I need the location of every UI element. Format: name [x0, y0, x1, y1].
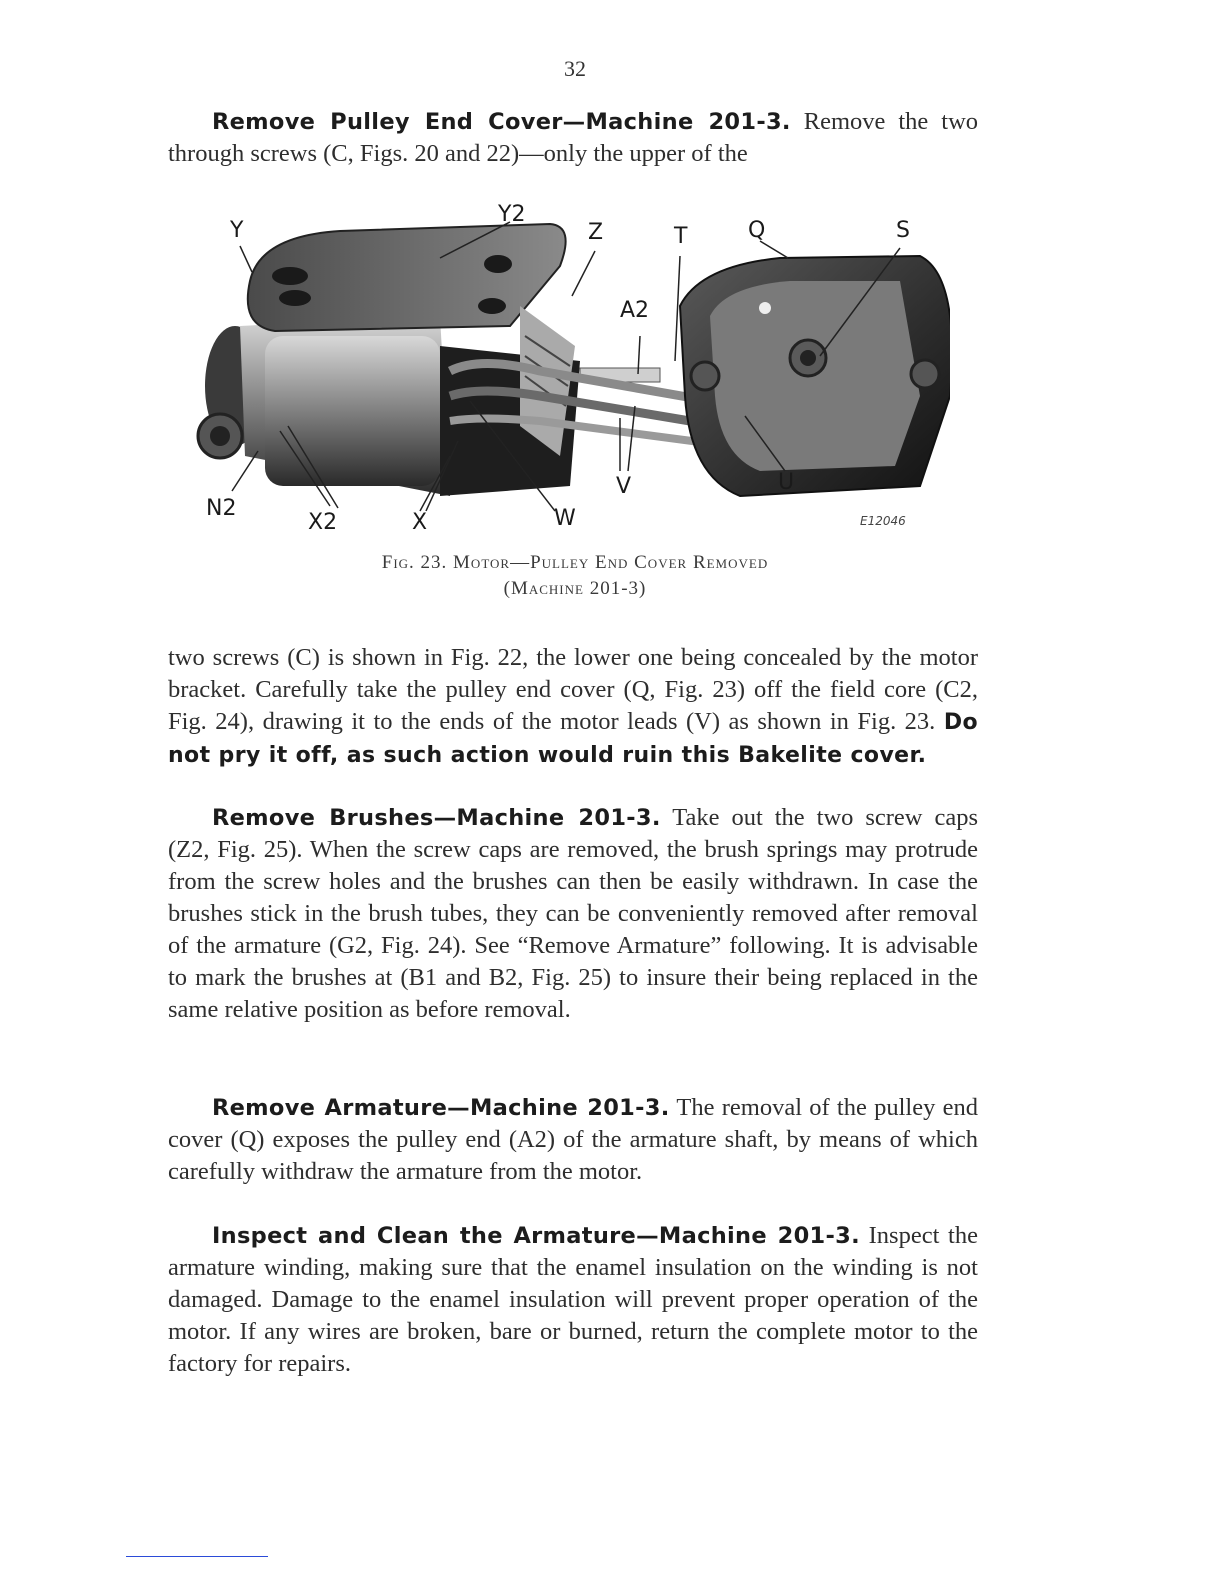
section-remove-brushes: [168, 802, 978, 1026]
label-x: X: [412, 510, 428, 535]
section-body-text: Remove the two through screws (C, Figs. 20 and 22)—only the upper of the: [168, 108, 979, 167]
plate-number: E12046: [860, 514, 906, 528]
label-x2: X2: [308, 510, 338, 535]
label-t: T: [674, 224, 688, 249]
label-a2: A2: [620, 298, 650, 323]
footnote-rule: [126, 1556, 268, 1557]
motor-photo-illustration: [180, 196, 950, 536]
motor-figure: [180, 196, 950, 536]
section-body-text: The removal of the pulley end cover (Q) exposes the pulley end (A2) of the armature shaft, by means of which carefully withdraw the armature from the motor.: [168, 1094, 978, 1185]
label-q: Q: [748, 218, 766, 243]
section-body-text: Inspect the armature winding, making sure that the enamel insulation on the winding is not damaged. Damage to the enamel insulation will prevent proper operation of the motor. If any wires are broken, bare or burned, return the complete motor to the factory for repairs.: [168, 1222, 978, 1377]
label-s: S: [896, 218, 910, 243]
section-pulley-cover-continued: [168, 642, 978, 772]
section-remove-armature: [168, 1092, 978, 1188]
page-number: 32: [564, 56, 586, 81]
label-y: Y: [230, 218, 244, 243]
warning-note: Do not pry it off, as such action would ruin this Bakelite cover.: [168, 710, 978, 768]
section-heading-inspect-armature: Inspect and Clean the Armature—Machine 201-3.: [212, 1223, 860, 1249]
section-heading-remove-brushes: Remove Brushes—Machine 201-3.: [212, 805, 661, 831]
label-z: Z: [588, 220, 604, 245]
section-body-text: Take out the two screw caps (Z2, Fig. 25). When the screw caps are removed, the brush springs may protrude from the screw holes and the brushes can then be easily withdrawn. In case the brushes stick in the brush tubes, they can be conveniently removed after removal of the armature (G2, Fig. 24). See “Remove Armature” following. It is advisable to mark the brushes at (B1 and B2, Fig. 25) to insure their being replaced in the same relative position as before removal.: [168, 804, 978, 1023]
section-pulley-cover-intro: [168, 106, 978, 170]
section-body-text: two screws (C) is shown in Fig. 22, the lower one being concealed by the motor bracket. Carefully take the pulley end cover (Q, Fig. 23) off the field core (C2, Fig. 24), drawing it to the ends of the motor leads (V) as shown in Fig. 23.: [168, 644, 978, 735]
label-w: W: [554, 506, 576, 531]
label-n2: N2: [206, 496, 237, 521]
figure-caption-machine: (Machine 201-3): [503, 578, 647, 599]
section-heading-remove-armature: Remove Armature—Machine 201-3.: [212, 1095, 670, 1121]
section-heading-remove-pulley-cover: Remove Pulley End Cover—Machine 201-3.: [212, 109, 791, 135]
section-inspect-armature: [168, 1220, 978, 1380]
label-v: V: [616, 474, 632, 499]
label-y2: Y2: [498, 202, 526, 227]
figure-caption: Fig. 23. Motor—Pulley End Cover Removed: [381, 552, 769, 573]
label-u: U: [778, 470, 795, 495]
